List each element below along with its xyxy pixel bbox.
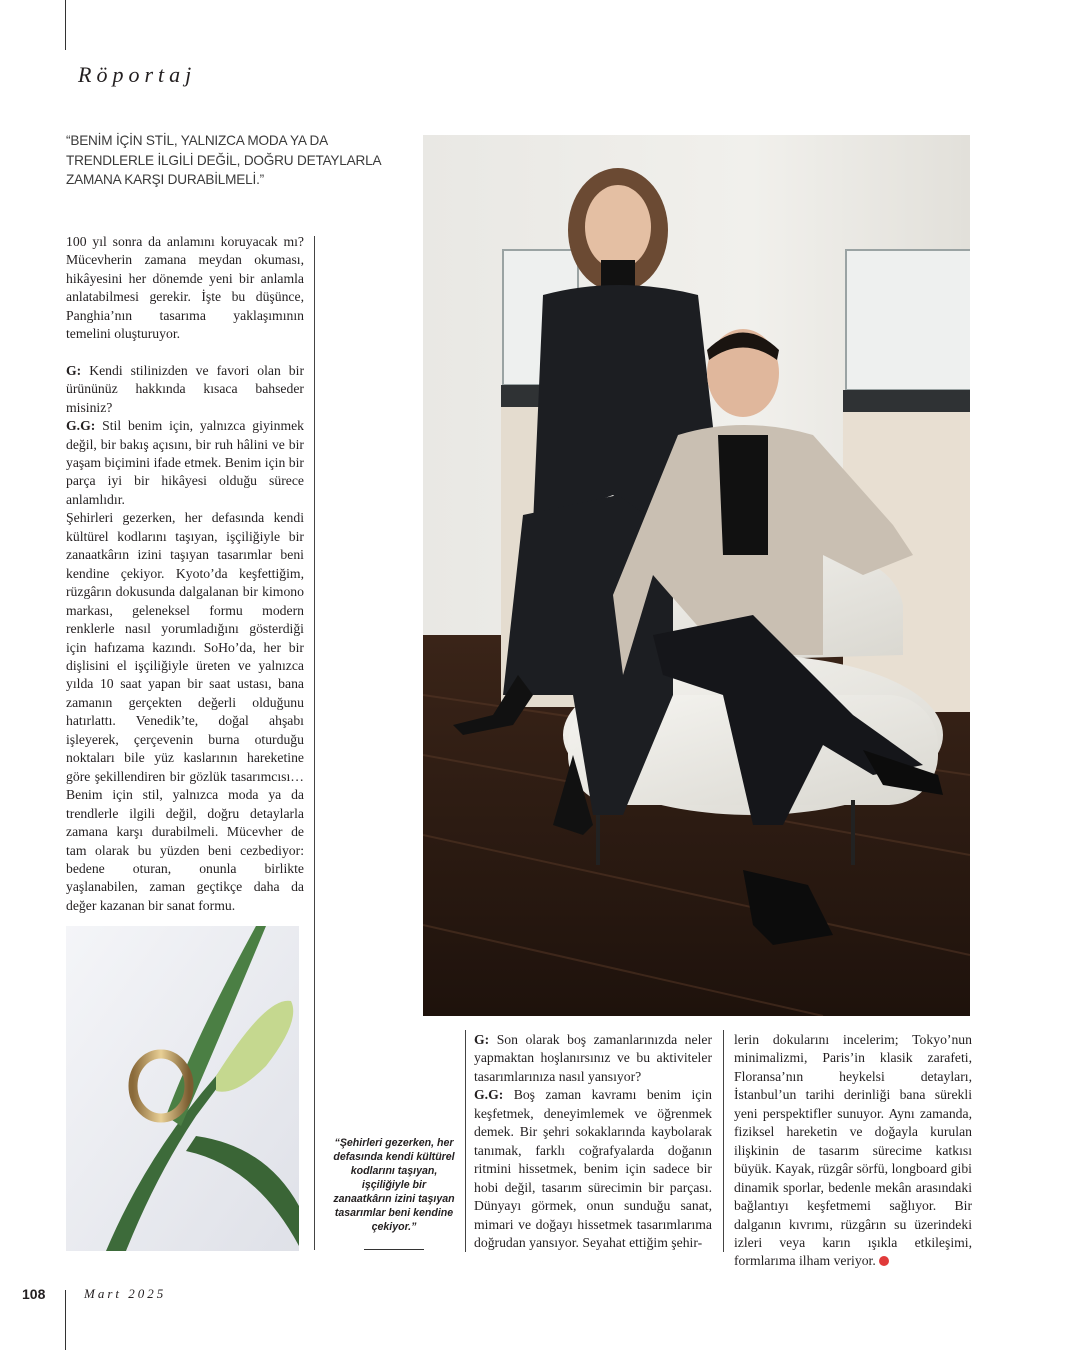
column-rule-mid-left (465, 1030, 466, 1252)
paragraph-travel-text: lerin dokularını incelerim; Tokyo’nun minimalizmi, Paris’in klasik zarafeti, Floransa’nın heykelsi detayları, İstanbul’un tarihi derinliği bana sürekli yeni perspektifler sunuyor. Aynı zamanda, fiziksel hareketin ve doğayla kurulan ilişkinin de tasarım sürecime katkısı büyük. Kayak, rüzgâr sörfü, longboard gibi dinamik sporlar, bedenle mekân arasındaki bağlantıyı keşfetmemi sağlıyor. Bir dalganın kıvrımı, rüzgârın su üzerindeki izleri veya karın ışıkla etkileşimi, formlarıma ilham veriyor. (734, 1032, 972, 1269)
answer-label: G.G: (474, 1087, 504, 1103)
question-leisure (474, 1031, 712, 1086)
ring-photo (66, 926, 299, 1251)
end-mark-icon (879, 1256, 889, 1266)
paragraph-intro: 100 yıl sonra da anlamını koruyacak mı? Mücevherin zamana meydan okuması, hikâyesini her dönemde yeni bir anlamla anlatabilmesi gerekir. İşte bu düşünce, Panghia’nın tasarıma yaklaşımının temelini oluşturuyor. (66, 234, 304, 342)
ring-on-leaves-illustration (66, 926, 299, 1251)
interview-photo (423, 135, 970, 1016)
text-column-left (66, 233, 304, 915)
question-label: G: (474, 1032, 490, 1047)
answer-text: Boş zaman kavramı benim için keşfetmek, deneyimlemek ve öğrenmek demek. Bir şehri sokaklarında kaybolarak tanımak, farklı coğrafyalarda doğanın ritmini hissetmek, benim için sadece bir hobi değil, tasarım sürecimin bir parçası. Dünyayı görmek, onun sunduğu sanat, mimari ve doğayı hissetmek tasarımlarıma doğrudan yansıyor. Seyahat ettiğim şehir- (474, 1087, 712, 1250)
page-number: 108 (22, 1286, 46, 1302)
paragraph-travel (734, 1031, 972, 1271)
issue-date: Mart 2025 (84, 1286, 167, 1301)
side-quote-rule (364, 1249, 424, 1250)
answer-label: G.G: (66, 418, 96, 434)
text-column-mid (474, 1031, 712, 1252)
question-style (66, 362, 304, 417)
answer-text: Stil benim için, yalnızca giyinmek değil, bir bakış açısını, bir ruh hâlini ve bir yaşam biçimini ifade etmek. Benim için bir parça iyi bir hikâyesi olduğu sürece anlamlıdır. (66, 418, 305, 507)
answer-leisure (474, 1086, 712, 1252)
bottom-margin-line (65, 1290, 66, 1350)
column-rule-mid-right (723, 1030, 724, 1252)
pull-quote: “BENİM İÇİN STİL, YALNIZCA MODA YA DA TRENDLERLE İLGİLİ DEĞİL, DOĞRU DETAYLARLA ZAMANA KARŞI DURABİLMELİ.” (66, 133, 381, 187)
question-text: Son olarak boş zamanlarınızda neler yapmaktan hoşlanırsınız ve bu aktiviteler tasarımlarınıza nasıl yansıyor? (474, 1032, 713, 1084)
paragraph-cities: Şehirleri gezerken, her defasında kendi kültürel kodlarını taşıyan, işçiliğiyle bir zanaatkârın izini taşıyan tasarımlar beni kendine çekiyor. Kyoto’da keşfettiğim, rüzgârın dokusunda dalgalanan bir kimono markası, geleneksel formu modern renklerle nasıl yorumladığını gösterdiği için hafızama kazındı. SoHo’da, her bir dişlisini el işçiliğiyle üreten ve yalnızca yılda 10 saat yapan bir saat ustası, bana zamanın gerçekten değerli olduğunu hatırlattı. Venedik’te, doğal ahşabı işleyerek, çerçevenin burna oturduğu noktaları bile yüz kaslarının hareketine göre şekillendiren bir gözlük tasarımcısı… Benim için stil, yalnızca moda ya da trendlerle ilgili değil, doğru detaylarla zamana karşı durabilmeli. Mücevher de tam olarak bu yüzden beni cezbediyor: bedene oturan, onunla birlikte yaşlanabilen, zaman geçtikçe daha da değer kazanan bir sanat formu. (66, 510, 304, 913)
answer-style (66, 417, 304, 509)
question-text: Kendi stilinizden ve favori olan bir ürününüz hakkında kısaca bahseder misiniz? (66, 362, 305, 415)
column-rule-left (314, 236, 315, 1250)
section-title: Röportaj (78, 62, 197, 87)
side-quote: “Şehirleri gezerken, her defasında kendi kültürel kodlarını taşıyan, işçiliğiyle bir zanaatkârın izini taşıyan tasarımlar beni kendine çekiyor.” (333, 1137, 455, 1233)
question-label: G: (66, 362, 82, 378)
top-margin-line (65, 0, 66, 50)
text-column-right (734, 1031, 972, 1271)
couple-photo-illustration (423, 135, 970, 1016)
